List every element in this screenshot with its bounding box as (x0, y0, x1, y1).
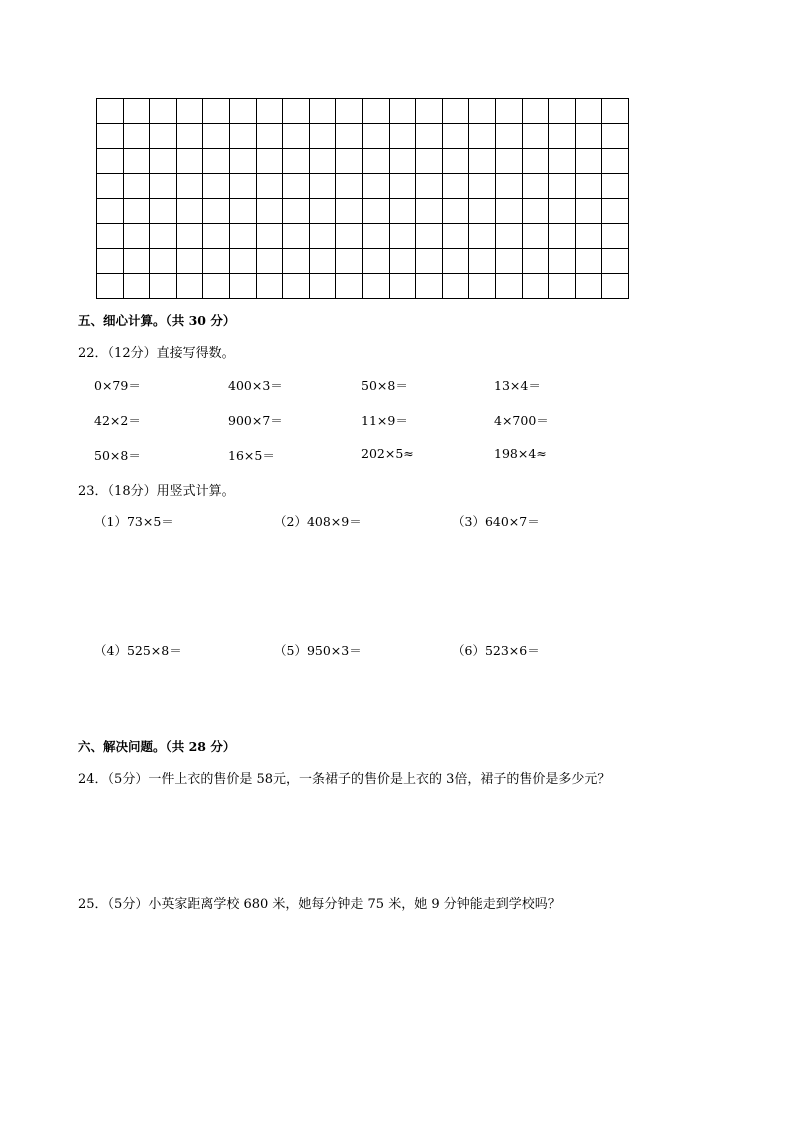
grid-cell (123, 124, 150, 149)
grid-cell (522, 149, 549, 174)
grid-cell (575, 124, 602, 149)
grid-cell (150, 174, 177, 199)
grid-cell (283, 149, 310, 174)
grid-cell (309, 249, 336, 274)
grid-cell (229, 274, 256, 299)
grid-cell (362, 99, 389, 124)
grid-cell (256, 199, 283, 224)
grid-cell (495, 224, 522, 249)
grid-cell (389, 99, 416, 124)
grid-cell (469, 99, 496, 124)
grid-cell (203, 124, 230, 149)
grid-cell (176, 99, 203, 124)
grid-cell (416, 124, 443, 149)
grid-cell (495, 199, 522, 224)
grid-cell (602, 249, 629, 274)
grid-cell (150, 224, 177, 249)
grid-cell (336, 174, 363, 199)
grid-cell (309, 274, 336, 299)
vertical-calc-item: （1）73×5＝ (94, 514, 174, 529)
grid-cell (469, 274, 496, 299)
mental-calc-item: 202×5≈ (361, 446, 414, 461)
grid-cell (123, 249, 150, 274)
grid-cell (389, 249, 416, 274)
grid-cell (575, 224, 602, 249)
grid-cell (256, 224, 283, 249)
grid-cell (336, 249, 363, 274)
grid-cell (522, 99, 549, 124)
grid-cell (283, 274, 310, 299)
grid-row (97, 274, 629, 299)
grid-cell (150, 199, 177, 224)
grid-cell (176, 274, 203, 299)
question-24-text: 24．（5分）一件上衣的售价是 58元，一条裙子的售价是上衣的 3倍，裙子的售价是多少元？ (78, 772, 611, 787)
grid-cell (522, 249, 549, 274)
grid-cell (389, 174, 416, 199)
grid-cell (469, 224, 496, 249)
grid-cell (336, 124, 363, 149)
mental-calc-item: 198×4≈ (494, 446, 547, 461)
question-25-text: 25．（5分）小英家距离学校 680 米，她每分钟走 75 米，她 9 分钟能走到学校吗？ (78, 897, 561, 912)
grid-row (97, 249, 629, 274)
grid-cell (389, 224, 416, 249)
grid-cell (229, 224, 256, 249)
grid-row (97, 124, 629, 149)
grid-cell (549, 199, 576, 224)
grid-cell (256, 274, 283, 299)
grid-cell (575, 249, 602, 274)
grid-cell (362, 224, 389, 249)
grid-cell (549, 124, 576, 149)
grid-cell (203, 199, 230, 224)
grid-cell (602, 124, 629, 149)
grid-cell (549, 149, 576, 174)
grid-cell (150, 249, 177, 274)
grid-cell (97, 274, 124, 299)
grid-cell (442, 174, 469, 199)
grid-cell (336, 149, 363, 174)
grid-cell (283, 199, 310, 224)
grid-cell (389, 149, 416, 174)
grid-cell (256, 99, 283, 124)
grid-cell (362, 274, 389, 299)
grid-cell (97, 249, 124, 274)
grid-cell (575, 99, 602, 124)
grid-cell (602, 174, 629, 199)
grid-cell (309, 149, 336, 174)
grid-cell (522, 274, 549, 299)
grid-cell (602, 199, 629, 224)
grid-cell (150, 274, 177, 299)
grid-cell (549, 224, 576, 249)
grid-cell (522, 199, 549, 224)
grid-row (97, 149, 629, 174)
grid-cell (256, 124, 283, 149)
grid-cell (389, 124, 416, 149)
grid-cell (203, 224, 230, 249)
section-5-title: 五、细心计算。（共 30 分） (78, 313, 236, 328)
grid-cell (256, 249, 283, 274)
grid-cell (442, 249, 469, 274)
grid-cell (229, 99, 256, 124)
grid-cell (549, 274, 576, 299)
mental-calc-item: 42×2＝ (94, 413, 141, 428)
grid-cell (575, 274, 602, 299)
grid-cell (336, 199, 363, 224)
grid-cell (256, 174, 283, 199)
grid-cell (602, 224, 629, 249)
grid-cell (389, 274, 416, 299)
grid-cell (229, 149, 256, 174)
grid-cell (123, 199, 150, 224)
mental-calc-item: 0×79＝ (94, 378, 141, 393)
grid-cell (416, 174, 443, 199)
grid-cell (176, 124, 203, 149)
grid-row (97, 174, 629, 199)
grid-cell (256, 149, 283, 174)
mental-calc-item: 400×3＝ (228, 378, 283, 393)
grid-cell (602, 99, 629, 124)
grid-cell (416, 199, 443, 224)
grid-cell (602, 149, 629, 174)
grid-cell (150, 99, 177, 124)
grid-cell (522, 124, 549, 149)
grid-cell (442, 124, 469, 149)
grid-cell (362, 249, 389, 274)
grid-cell (495, 249, 522, 274)
grid-cell (176, 199, 203, 224)
grid-cell (283, 99, 310, 124)
question-23-title: 23．（18分）用竖式计算。 (78, 484, 235, 499)
grid-cell (416, 224, 443, 249)
grid-cell (362, 199, 389, 224)
grid-cell (229, 174, 256, 199)
grid-cell (389, 199, 416, 224)
grid-cell (362, 149, 389, 174)
grid-cell (123, 149, 150, 174)
grid-cell (362, 124, 389, 149)
grid-cell (575, 174, 602, 199)
grid-cell (495, 149, 522, 174)
vertical-calc-item: （6）523×6＝ (452, 643, 540, 658)
grid-cell (203, 174, 230, 199)
grid-cell (97, 149, 124, 174)
grid-cell (283, 224, 310, 249)
grid-cell (549, 174, 576, 199)
grid-cell (549, 249, 576, 274)
question-22-title: 22．（12分）直接写得数。 (78, 346, 235, 361)
grid-cell (203, 249, 230, 274)
grid-cell (309, 199, 336, 224)
grid-cell (309, 224, 336, 249)
grid-cell (495, 124, 522, 149)
mental-calc-item: 16×5＝ (228, 448, 275, 463)
grid-cell (229, 199, 256, 224)
grid-cell (203, 99, 230, 124)
grid-cell (442, 199, 469, 224)
mental-calc-item: 900×7＝ (228, 413, 283, 428)
grid-cell (549, 99, 576, 124)
grid-cell (283, 124, 310, 149)
grid-cell (176, 149, 203, 174)
vertical-calc-item: （3）640×7＝ (452, 514, 540, 529)
grid-cell (362, 174, 389, 199)
grid-cell (176, 224, 203, 249)
grid-cell (283, 249, 310, 274)
grid-cell (336, 224, 363, 249)
grid-cell (97, 99, 124, 124)
grid-cell (309, 124, 336, 149)
grid-cell (123, 274, 150, 299)
grid-cell (336, 274, 363, 299)
grid-cell (416, 274, 443, 299)
grid-cell (97, 124, 124, 149)
grid-cell (495, 174, 522, 199)
grid-cell (176, 249, 203, 274)
grid-cell (123, 224, 150, 249)
grid-cell (336, 99, 363, 124)
grid-cell (495, 274, 522, 299)
grid-cell (203, 149, 230, 174)
grid-cell (416, 99, 443, 124)
mental-calc-item: 50×8＝ (94, 448, 141, 463)
grid-cell (309, 99, 336, 124)
grid-row (97, 224, 629, 249)
grid-cell (602, 274, 629, 299)
grid-cell (469, 199, 496, 224)
grid-cell (97, 224, 124, 249)
vertical-calc-item: （2）408×9＝ (274, 514, 362, 529)
grid-cell (469, 174, 496, 199)
writing-grid (96, 98, 629, 299)
grid-cell (123, 174, 150, 199)
section-6-title: 六、解决问题。（共 28 分） (78, 739, 236, 754)
grid-cell (176, 174, 203, 199)
grid-cell (150, 149, 177, 174)
grid-cell (416, 149, 443, 174)
mental-calc-item: 13×4＝ (494, 378, 541, 393)
vertical-calc-item: （4）525×8＝ (94, 643, 182, 658)
grid-cell (522, 224, 549, 249)
grid-cell (575, 149, 602, 174)
grid-cell (97, 174, 124, 199)
grid-cell (575, 199, 602, 224)
grid-cell (469, 124, 496, 149)
grid-cell (442, 99, 469, 124)
mental-calc-item: 11×9＝ (361, 413, 408, 428)
grid-cell (309, 174, 336, 199)
grid-cell (442, 149, 469, 174)
vertical-calc-item: （5）950×3＝ (274, 643, 362, 658)
grid-cell (283, 174, 310, 199)
grid-cell (495, 99, 522, 124)
grid-cell (229, 124, 256, 149)
grid-cell (97, 199, 124, 224)
mental-calc-item: 50×8＝ (361, 378, 408, 393)
mental-calc-item: 4×700＝ (494, 413, 549, 428)
grid-cell (229, 249, 256, 274)
grid-cell (442, 224, 469, 249)
grid-cell (123, 99, 150, 124)
grid-cell (442, 274, 469, 299)
grid-cell (469, 249, 496, 274)
grid-row (97, 99, 629, 124)
grid-cell (203, 274, 230, 299)
grid-cell (150, 124, 177, 149)
grid-cell (522, 174, 549, 199)
grid-row (97, 199, 629, 224)
grid-cell (469, 149, 496, 174)
grid-cell (416, 249, 443, 274)
